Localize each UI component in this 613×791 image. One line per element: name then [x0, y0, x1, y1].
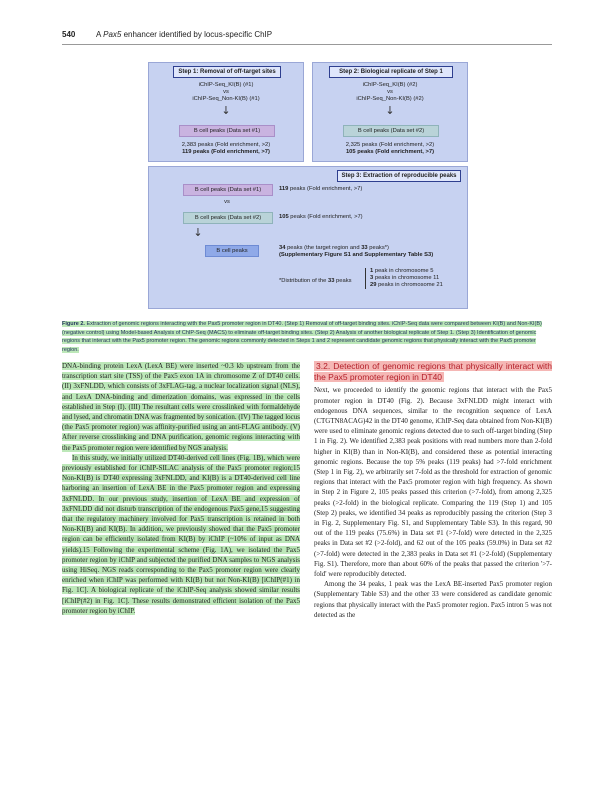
step2-comparison: iChIP-Seq_KI(B) (#2) vs iChIP-Seq_Non-KI(B) (#2) — [356, 82, 424, 102]
step1-comparison: iChIP-Seq_KI(B) (#1) vs iChIP-Seq_Non-KI(B) (#1) — [192, 82, 260, 102]
section-heading: 3.2. Detection of genomic regions that physically interact with the Pax5 promoter region in DT40 — [314, 361, 552, 383]
figure-2 — [148, 62, 466, 307]
step1-title: Step 1: Removal of off-target sites — [173, 66, 281, 78]
step3-dataset2-peaks: 105 peaks (Fold enrichment, >7) — [279, 214, 363, 220]
step2-peaks-box: B cell peaks (Data set #2) — [343, 125, 439, 137]
distribution-item: 3 peaks in chromosome 11 — [370, 275, 440, 281]
step3-dataset2-box: B cell peaks (Data set #2) — [183, 212, 273, 224]
step3-dataset1-box: B cell peaks (Data set #1) — [183, 184, 273, 196]
step2-panel — [312, 62, 468, 162]
step1-arrow-icon: ↓ — [221, 104, 231, 117]
distribution-item: 1 peak in chromosome 5 — [370, 268, 434, 274]
page-number: 540 — [62, 30, 76, 39]
step3-bcell-peaks-box: B cell peaks — [205, 245, 259, 257]
figure-caption: Figure 2. Extraction of genomic regions interacting with the Pax5 promoter region in DT40. (Step 1) Removal of off-target binding sites. iChIP-Seq data were compared between KI(B) and Non-KI(B) (negative control) using Model-based Analysis of ChIP-Seq (MACS) to eliminate off-target binding sites. (Step 2) Analysis of another biological replicate of Step 1. (Step 3) Identification of genomic regions that interact with the Pax5 promoter region. The genomic regions commonly detected in Steps 1 and 2 represent candidate genomic regions that physically interact with the Pax5 promoter region. — [62, 321, 542, 353]
step3-distribution-label: *Distribution of the 33 peaks — [279, 278, 352, 284]
step3-title: Step 3: Extraction of reproducible peaks — [337, 170, 461, 182]
step2-stats: 2,325 peaks (Fold enrichment, >2) 105 peaks (Fold enrichment, >7) — [345, 142, 435, 155]
step3-distribution-list — [365, 268, 443, 289]
left-paragraph-2: In this study, we initially utilized DT40-derived cell lines (Fig. 1B), which were previously established for iChIP-SILAC analysis of the Pax5 promoter region;15 Non-KI(B) is DT40 expressing 3xFNLDD, and KI(B) is a DT40-derived cell line harboring an insertion of LexA BE in the Pax5 promoter region and expressing 3xFNLDD. In our previous study, insertion of LexA BE and expression of 3xFNLDD did not disturb transcription of the endogenous Pax5 gene,15 suggesting that the regulatory machinery involved for Pax5 transcription is retained in both Non-KI(B) and KI(B). In addition, we previously showed that the Pax5 promoter region can be efficiently isolated from KI(B) by iChIP (~10% of input as DNA yields).15 Following the experimental scheme (Fig. 1A), we isolated the Pax5 promoter region by iChIP and subjected the purified DNA samples to NGS analysis using HiSeq. NGS reads corresponding to the Pax5 promoter region were clearly enriched when iChIP was performed with KI(B) but not Non-KI(B) [iChIP(#1) in Fig. 1C]. A biological replicate of the iChIP-Seq analysis showed similar results [iChIP(#2) in Fig. 1C]. These results demonstrated efficient isolation of the Pax5 promoter region by iChIP. — [62, 453, 300, 615]
left-column — [62, 361, 300, 616]
header-rule — [62, 44, 552, 45]
step3-vs: vs — [224, 199, 230, 205]
right-column — [314, 361, 552, 620]
step1-panel — [148, 62, 304, 162]
step3-result: 34 peaks (the target region and 33 peaks*) (Supplementary Figure S1 and Supplementary Table S3) — [279, 245, 434, 258]
step1-stats: 2,383 peaks (Fold enrichment, >2) 119 peaks (Fold enrichment, >7) — [181, 142, 271, 155]
step3-arrow-icon: ↓ — [193, 226, 203, 239]
right-paragraph-1: Next, we proceeded to identify the genomic regions that interact with the Pax5 promoter region in DT40 (Fig. 2). Because 3xFNLDD might interact with endogenous DNA sequences, similar to the recognition sequence of LexA (CTGTN8ACAG)42 in the DT40 genome, iChIP-Seq data obtained from Non-KI(B) were used to eliminate genomic regions detected due to such off-target binding (Step 1 in Fig. 2). We identified 2,383 peak positions with read numbers more than 2-fold higher in KI(B) than in Non-KI(B), and considered these as potential interacting genomic regions. Because the top 5% peaks (119 peaks) had >7-fold enrichment (Step 1 in Fig. 2), we arbitrarily set 7-fold as the threshold for extraction of genomic regions that interact with the Pax5 promoter region with high frequency. As shown in Step 2 in Figure 2, 105 peaks passed this criterion (>7-fold), from among 2,325 peaks (>2-fold) in the biological replicate. Comparing the 119 (Step 1) and 105 (Step 2) peaks, we identified 34 peaks as reproducibly passing the criterion (Step 3 in Fig. 2, Supplementary Fig. S1, and Supplementary Table S3). In this regard, 90 out of the 119 peaks (75.6%) in Data set #1 (>7-fold) were detected in the 2,325 peaks in Data set #2 (>2-fold), and 62 out of the 105 peaks (59.0%) in Data set #2 (>7-fold) were detected in the 2,383 peaks in Data set #1 (>2-fold) (Supplementary Fig. S1). Therefore, more than about 60% of the peaks that passed the criterion '>7-fold' were reproducibly detected. — [314, 386, 552, 579]
step3-panel — [148, 166, 468, 309]
running-title: A Pax5 enhancer identified by locus-specific ChIP — [96, 30, 273, 39]
step3-dataset1-peaks: 119 peaks (Fold enrichment, >7) — [279, 186, 363, 192]
distribution-item: 29 peaks in chromosome 21 — [370, 282, 443, 288]
step1-peaks-box: B cell peaks (Data set #1) — [179, 125, 275, 137]
right-paragraph-2: Among the 34 peaks, 1 peak was the LexA BE-inserted Pax5 promoter region (Supplementary Table S3) and the other 33 were considered as candidate genomic regions that physically interact with the Pax5 promoter region. Pax5 intron 5 was not detected as the — [314, 580, 552, 619]
step2-title: Step 2: Biological replicate of Step 1 — [329, 66, 453, 78]
left-paragraph-1: DNA-binding protein LexA (LexA BE) were inserted ~0.3 kb upstream from the transcription start site (TSS) of the Pax5 exon 1A in chromosome Z of DT40 cells. (II) 3xFNLDD, which consists of 3xFLAG-tag, a nuclear localization signal (NLS), and LexA DNA-binding and dimerization domains, was expressed in the cells established in Step (I). (III) The resultant cells were crosslinked with formaldehyde and lysed, and chromatin DNA was fragmented by sonication. (IV) The tagged locus (the Pax5 promoter region) was affinity-purified using an anti-FLAG antibody. (V) After reverse crosslinking and DNA purification, genomic regions interacting with the Pax5 promoter region were identified by NGS analysis. — [62, 362, 300, 452]
step2-arrow-icon: ↓ — [385, 104, 395, 117]
